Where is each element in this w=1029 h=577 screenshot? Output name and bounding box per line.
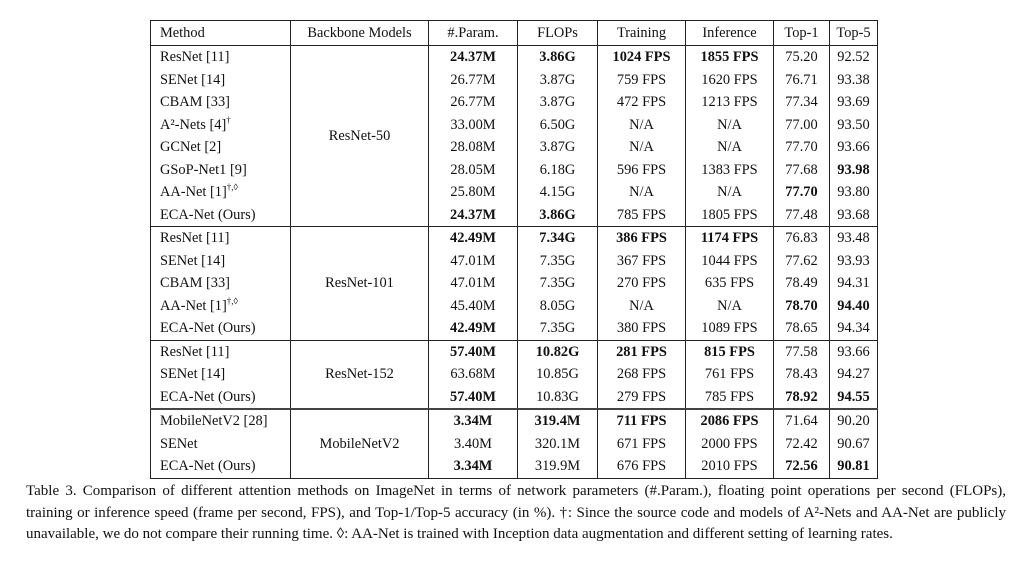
infer-cell: 635 FPS [686, 272, 774, 295]
method-footnote-mark: †,◊ [226, 295, 238, 306]
method-name: CBAM [33] [160, 275, 230, 292]
infer-cell: 2000 FPS [686, 433, 774, 456]
top1-cell: 78.70 [774, 295, 830, 318]
top5-cell: 93.50 [830, 114, 878, 137]
flops-cell: 3.86G [518, 204, 598, 227]
train-cell: 380 FPS [598, 317, 686, 340]
top1-cell: 77.68 [774, 159, 830, 182]
top1-cell: 77.48 [774, 204, 830, 227]
table-row [151, 250, 878, 273]
param-cell: 26.77M [429, 91, 518, 114]
table-row [151, 340, 878, 363]
train-cell: 279 FPS [598, 386, 686, 410]
top5-cell: 93.66 [830, 340, 878, 363]
param-cell: 57.40M [429, 386, 518, 410]
top1-cell: 78.43 [774, 363, 830, 386]
top5-cell: 94.31 [830, 272, 878, 295]
flops-cell: 7.35G [518, 250, 598, 273]
method-cell [151, 227, 291, 250]
method-name: CBAM [33] [160, 94, 230, 111]
method-name: ECA-Net (Ours) [160, 320, 256, 337]
train-cell: 1024 FPS [598, 46, 686, 69]
flops-cell: 3.87G [518, 69, 598, 92]
table-row [151, 69, 878, 92]
top1-cell: 72.56 [774, 455, 830, 478]
flops-cell: 319.4M [518, 409, 598, 433]
infer-cell: N/A [686, 136, 774, 159]
method-cell [151, 91, 291, 114]
top5-cell: 94.34 [830, 317, 878, 340]
top1-cell: 77.34 [774, 91, 830, 114]
table-row [151, 114, 878, 137]
top1-cell: 72.42 [774, 433, 830, 456]
method-name: MobileNetV2 [28] [160, 413, 268, 430]
flops-cell: 3.87G [518, 91, 598, 114]
backbone-cell: ResNet-152 [291, 340, 429, 409]
header-method: Method [151, 21, 291, 46]
infer-cell: 1174 FPS [686, 227, 774, 250]
flops-cell: 10.82G [518, 340, 598, 363]
flops-cell: 10.85G [518, 363, 598, 386]
flops-cell: 7.34G [518, 227, 598, 250]
method-cell [151, 181, 291, 204]
top5-cell: 93.66 [830, 136, 878, 159]
top1-cell: 77.58 [774, 340, 830, 363]
method-cell [151, 114, 291, 137]
method-cell [151, 363, 291, 386]
infer-cell: 785 FPS [686, 386, 774, 410]
param-cell: 24.37M [429, 46, 518, 69]
method-name: AA-Net [1] [160, 184, 227, 201]
top5-cell: 94.40 [830, 295, 878, 318]
infer-cell: 761 FPS [686, 363, 774, 386]
method-cell [151, 455, 291, 478]
top5-cell: 93.48 [830, 227, 878, 250]
table-row [151, 159, 878, 182]
top5-cell: 93.98 [830, 159, 878, 182]
table-row [151, 91, 878, 114]
table-row [151, 204, 878, 227]
train-cell: 367 FPS [598, 250, 686, 273]
top5-cell: 93.80 [830, 181, 878, 204]
infer-cell: 2086 FPS [686, 409, 774, 433]
backbone-cell: MobileNetV2 [291, 409, 429, 478]
param-cell: 42.49M [429, 317, 518, 340]
train-cell: N/A [598, 136, 686, 159]
train-cell: 671 FPS [598, 433, 686, 456]
method-cell [151, 433, 291, 456]
train-cell: 596 FPS [598, 159, 686, 182]
param-cell: 47.01M [429, 272, 518, 295]
param-cell: 47.01M [429, 250, 518, 273]
infer-cell: 1855 FPS [686, 46, 774, 69]
table-caption: Table 3. Comparison of different attention methods on ImageNet in terms of network parameters (#.Param.), floating point operations per second (FLOPs), training or inference speed (frame per second, FPS), and Top-1/Top-5 accuracy (in %). †: Since the source code and models of A²-Nets and AA-Net are publicly unavailable, we do not compare their running time. ◊: AA-Net is trained with Inception data augmentation and different setting of learning rates. [26, 483, 1006, 542]
header-param: #.Param. [429, 21, 518, 46]
train-cell: 676 FPS [598, 455, 686, 478]
header-top1: Top-1 [774, 21, 830, 46]
method-cell [151, 386, 291, 410]
top5-cell: 90.81 [830, 455, 878, 478]
flops-cell: 6.50G [518, 114, 598, 137]
train-cell: 281 FPS [598, 340, 686, 363]
train-cell: 268 FPS [598, 363, 686, 386]
method-name: ResNet [11] [160, 49, 230, 66]
table-row [151, 455, 878, 478]
flops-cell: 319.9M [518, 455, 598, 478]
top1-cell: 77.70 [774, 136, 830, 159]
top5-cell: 93.93 [830, 250, 878, 273]
header-flops: FLOPs [518, 21, 598, 46]
header-row [151, 21, 878, 46]
table-row [151, 363, 878, 386]
method-footnote-mark: † [226, 114, 231, 125]
method-name: GSoP-Net1 [9] [160, 161, 247, 178]
infer-cell: 1044 FPS [686, 250, 774, 273]
top1-cell: 76.83 [774, 227, 830, 250]
method-name: GCNet [2] [160, 139, 222, 156]
param-cell: 3.34M [429, 455, 518, 478]
method-cell [151, 272, 291, 295]
method-cell [151, 69, 291, 92]
flops-cell: 6.18G [518, 159, 598, 182]
table-row [151, 409, 878, 433]
train-cell: 270 FPS [598, 272, 686, 295]
results-table [150, 20, 878, 479]
method-cell [151, 340, 291, 363]
header-backbone: Backbone Models [291, 21, 429, 46]
table-row [151, 136, 878, 159]
flops-cell: 3.86G [518, 46, 598, 69]
method-name: SENet [14] [160, 366, 226, 383]
train-cell: N/A [598, 181, 686, 204]
train-cell: 386 FPS [598, 227, 686, 250]
table-row [151, 227, 878, 250]
table-row [151, 181, 878, 204]
flops-cell: 8.05G [518, 295, 598, 318]
infer-cell: 1213 FPS [686, 91, 774, 114]
param-cell: 42.49M [429, 227, 518, 250]
param-cell: 28.08M [429, 136, 518, 159]
method-cell [151, 136, 291, 159]
train-cell: 472 FPS [598, 91, 686, 114]
table-row [151, 386, 878, 410]
method-name: A²-Nets [4] [160, 116, 227, 133]
table-body [151, 46, 878, 479]
method-cell [151, 250, 291, 273]
top1-cell: 71.64 [774, 409, 830, 433]
param-cell: 57.40M [429, 340, 518, 363]
infer-cell: 1383 FPS [686, 159, 774, 182]
method-name: AA-Net [1] [160, 297, 227, 314]
param-cell: 28.05M [429, 159, 518, 182]
infer-cell: N/A [686, 114, 774, 137]
table-row [151, 317, 878, 340]
table-row [151, 46, 878, 69]
method-cell [151, 317, 291, 340]
method-name: ECA-Net (Ours) [160, 458, 256, 475]
infer-cell: 815 FPS [686, 340, 774, 363]
flops-cell: 4.15G [518, 181, 598, 204]
top1-cell: 77.62 [774, 250, 830, 273]
table-row [151, 433, 878, 456]
method-cell [151, 204, 291, 227]
train-cell: 785 FPS [598, 204, 686, 227]
method-name: SENet [14] [160, 252, 226, 269]
train-cell: N/A [598, 114, 686, 137]
header-inference: Inference [686, 21, 774, 46]
param-cell: 25.80M [429, 181, 518, 204]
top1-cell: 77.00 [774, 114, 830, 137]
top5-cell: 94.27 [830, 363, 878, 386]
infer-cell: 1620 FPS [686, 69, 774, 92]
param-cell: 33.00M [429, 114, 518, 137]
method-name: ResNet [11] [160, 343, 230, 360]
flops-cell: 7.35G [518, 272, 598, 295]
method-cell [151, 46, 291, 69]
results-table-container [150, 20, 877, 479]
top1-cell: 76.71 [774, 69, 830, 92]
top5-cell: 93.68 [830, 204, 878, 227]
infer-cell: 1805 FPS [686, 204, 774, 227]
top1-cell: 78.49 [774, 272, 830, 295]
method-name: ECA-Net (Ours) [160, 206, 256, 223]
method-cell [151, 159, 291, 182]
top5-cell: 93.69 [830, 91, 878, 114]
top1-cell: 77.70 [774, 181, 830, 204]
top5-cell: 90.20 [830, 409, 878, 433]
infer-cell: N/A [686, 295, 774, 318]
train-cell: N/A [598, 295, 686, 318]
infer-cell: 1089 FPS [686, 317, 774, 340]
train-cell: 711 FPS [598, 409, 686, 433]
table-row [151, 272, 878, 295]
method-name: ResNet [11] [160, 230, 230, 247]
top1-cell: 75.20 [774, 46, 830, 69]
method-cell [151, 409, 291, 433]
method-name: SENet [14] [160, 71, 226, 88]
method-name: ECA-Net (Ours) [160, 388, 256, 405]
top5-cell: 94.55 [830, 386, 878, 410]
param-cell: 3.34M [429, 409, 518, 433]
param-cell: 63.68M [429, 363, 518, 386]
flops-cell: 7.35G [518, 317, 598, 340]
method-footnote-mark: †,◊ [226, 182, 238, 193]
flops-cell: 3.87G [518, 136, 598, 159]
method-name: SENet [160, 435, 198, 452]
param-cell: 24.37M [429, 204, 518, 227]
top1-cell: 78.65 [774, 317, 830, 340]
flops-cell: 320.1M [518, 433, 598, 456]
param-cell: 45.40M [429, 295, 518, 318]
backbone-cell: ResNet-101 [291, 227, 429, 341]
top5-cell: 90.67 [830, 433, 878, 456]
param-cell: 3.40M [429, 433, 518, 456]
infer-cell: N/A [686, 181, 774, 204]
train-cell: 759 FPS [598, 69, 686, 92]
infer-cell: 2010 FPS [686, 455, 774, 478]
flops-cell: 10.83G [518, 386, 598, 410]
top1-cell: 78.92 [774, 386, 830, 410]
table-row [151, 295, 878, 318]
header-top5: Top-5 [830, 21, 878, 46]
header-training: Training [598, 21, 686, 46]
backbone-cell: ResNet-50 [291, 46, 429, 227]
param-cell: 26.77M [429, 69, 518, 92]
top5-cell: 93.38 [830, 69, 878, 92]
top5-cell: 92.52 [830, 46, 878, 69]
method-cell [151, 295, 291, 318]
